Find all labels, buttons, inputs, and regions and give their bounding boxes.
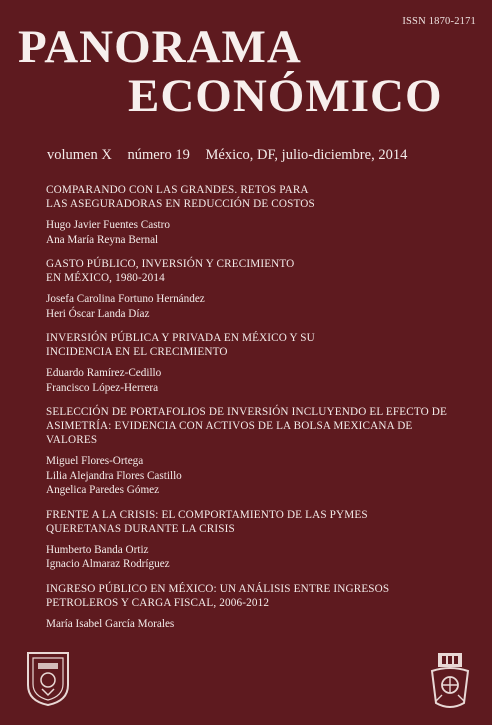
- author-name: Angelica Paredes Gómez: [46, 484, 160, 496]
- author-name: Ignacio Almaraz Rodríguez: [46, 558, 170, 570]
- article-authors: [46, 218, 462, 247]
- author-name: María Isabel García Morales: [46, 617, 175, 630]
- author-name: Lilia Alejandra Flores Castillo: [46, 469, 182, 482]
- university-seal-icon: [24, 649, 72, 707]
- issue-place-date: México, DF, julio-diciembre, 2014: [205, 147, 408, 163]
- article-title: GASTO PÚBLICO, INVERSIÓN Y CRECIMIENTO EN MÉXICO, 1980-2014: [46, 258, 295, 284]
- institute-logo-icon: [428, 651, 472, 713]
- article-entry: [46, 257, 462, 321]
- article-entry: [46, 508, 462, 572]
- article-authors: [46, 292, 462, 321]
- article-authors: [46, 543, 462, 572]
- author-name: Francisco López-Herrera: [46, 381, 159, 394]
- article-title: COMPARANDO CON LAS GRANDES. RETOS PARA LAS ASEGURADORAS EN REDUCCIÓN DE COSTOS: [46, 184, 315, 210]
- article-title: FRENTE A LA CRISIS: EL COMPORTAMIENTO DE LAS PYMES QUERETANAS DURANTE LA CRISIS: [46, 508, 368, 535]
- author-name: Hugo Javier Fuentes Castro: [46, 219, 170, 231]
- issue-number: número 19: [127, 147, 190, 163]
- author-name: Heri Óscar Landa Díaz: [46, 307, 150, 320]
- author-name: Josefa Carolina Fortuno Hernández: [46, 293, 205, 305]
- issue-volume: volumen X: [47, 147, 112, 163]
- issue-info: [47, 147, 407, 164]
- article-authors: [46, 454, 462, 498]
- author-name: Humberto Banda Ortiz: [46, 543, 149, 556]
- article-title: INGRESO PÚBLICO EN MÉXICO: UN ANÁLISIS ENTRE INGRESOS PETROLEROS Y CARGA FISCAL, 2006-2012: [46, 582, 390, 609]
- article-entry: [46, 582, 462, 632]
- article-title: INVERSIÓN PÚBLICA Y PRIVADA EN MÉXICO Y SU INCIDENCIA EN EL CRECIMIENTO: [46, 332, 315, 358]
- journal-title-line2: ECONÓMICO: [128, 70, 443, 122]
- article-entry: [46, 183, 462, 247]
- table-of-contents: [46, 183, 462, 641]
- article-authors: [46, 366, 462, 395]
- article-entry: [46, 405, 462, 498]
- article-authors: [46, 617, 462, 632]
- author-name: Ana María Reyna Bernal: [46, 233, 159, 246]
- article-title: SELECCIÓN DE PORTAFOLIOS DE INVERSIÓN INCLUYENDO EL EFECTO DE ASIMETRÍA: EVIDENCIA CON ACTIVOS DE LA BOLSA MEXICANA DE VALORES: [46, 406, 447, 446]
- author-name: Eduardo Ramírez-Cedillo: [46, 367, 162, 379]
- article-entry: [46, 331, 462, 395]
- issn: ISSN 1870-2171: [402, 16, 476, 27]
- journal-title-line1: PANORAMA: [18, 21, 302, 73]
- author-name: Miguel Flores-Ortega: [46, 455, 144, 467]
